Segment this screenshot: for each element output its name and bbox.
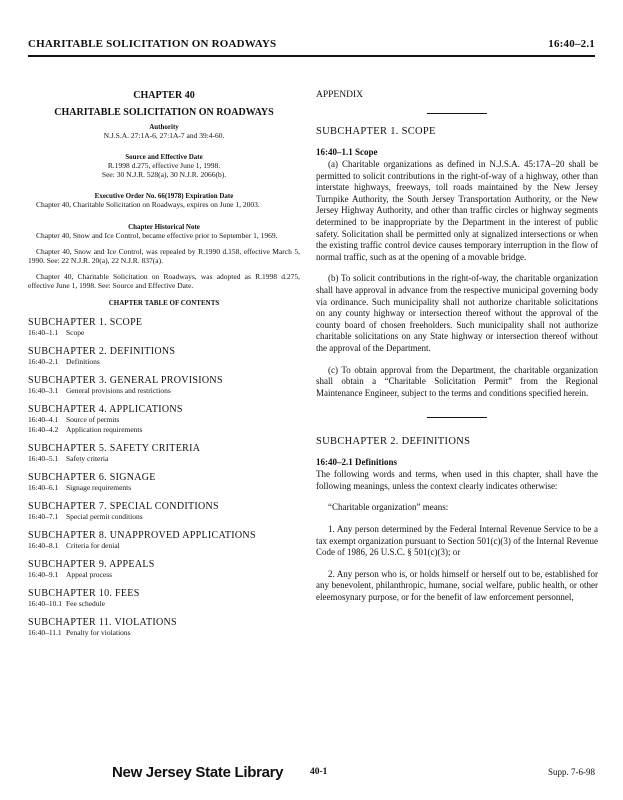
toc-entry-number: 16:40–9.1 bbox=[28, 569, 59, 579]
toc-entry bbox=[28, 483, 300, 493]
toc-subchapter-title: SUBCHAPTER 5. SAFETY CRITERIA bbox=[28, 442, 201, 454]
toc-entry-title: Application requirements bbox=[66, 424, 143, 434]
section-divider bbox=[427, 417, 487, 418]
toc-entry-title: Appeal process bbox=[66, 569, 113, 579]
historical-note-1: Chapter 40, Snow and Ice Control, became effective prior to September 1, 1969. bbox=[36, 231, 278, 240]
toc-subchapter-title: SUBCHAPTER 3. GENERAL PROVISIONS bbox=[28, 374, 223, 386]
source-line-1: R.1998 d.275, effective June 1, 1998. bbox=[107, 160, 221, 170]
chapter-number: CHAPTER 40 bbox=[133, 90, 195, 101]
chapter-title: CHARITABLE SOLICITATION ON ROADWAYS bbox=[54, 107, 274, 118]
toc-entry bbox=[28, 328, 300, 338]
toc-entry-number: 16:40–1.1 bbox=[28, 327, 59, 337]
subchapter-1-title: SUBCHAPTER 1. SCOPE bbox=[316, 126, 436, 137]
toc-entry-title: Criteria for denial bbox=[66, 540, 120, 550]
toc-subchapter-title: SUBCHAPTER 10. FEES bbox=[28, 587, 140, 599]
definition-term: “Charitable organization” means: bbox=[328, 502, 449, 513]
toc-subchapter-title: SUBCHAPTER 4. APPLICATIONS bbox=[28, 403, 183, 415]
definition-item-1: 1. Any person determined by the Federal Internal Revenue Service to be a tax exempt organization pursuant to Section 501(c)(3) of the Internal Revenue Code of 1986, 26 U.S.C. § 501(c)(3); or bbox=[316, 524, 598, 558]
appendix-label: APPENDIX bbox=[316, 90, 363, 100]
toc-entry-title: General provisions and restrictions bbox=[66, 385, 171, 395]
table-of-contents bbox=[28, 317, 300, 638]
running-header bbox=[28, 38, 595, 54]
toc-entry-title: Penalty for violations bbox=[66, 627, 131, 637]
toc-entry-number: 16:40–2.1 bbox=[28, 356, 59, 366]
toc-subchapter-title: SUBCHAPTER 8. UNAPPROVED APPLICATIONS bbox=[28, 529, 256, 541]
toc-subchapter-title: SUBCHAPTER 7. SPECIAL CONDITIONS bbox=[28, 500, 219, 512]
toc-entry-number: 16:40–10.1 bbox=[28, 598, 62, 608]
toc-subchapter-title: SUBCHAPTER 9. APPEALS bbox=[28, 558, 155, 570]
executive-order-text: Chapter 40, Charitable Solicitation on Roadways, expires on June 1, 2003. bbox=[36, 199, 260, 209]
toc-entry bbox=[28, 357, 300, 367]
executive-order-heading: Executive Order No. 66(1978) Expiration Date bbox=[94, 191, 234, 200]
toc-subchapter-title: SUBCHAPTER 1. SCOPE bbox=[28, 316, 143, 328]
toc-entry-title: Special permit conditions bbox=[66, 511, 143, 521]
section-1-1-heading: 16:40–1.1 Scope bbox=[316, 147, 378, 157]
right-column bbox=[316, 90, 598, 604]
source-line-2: See: 30 N.J.R. 528(a), 30 N.J.R. 2066(b). bbox=[101, 170, 227, 179]
paragraph-b: (b) To solicit contributions in the right-of-way, the charitable organization shall have approval in advance from the respective municipal governing body via ordinance. Such municipality shall not authorize charitable solicitations on any county highway or intersection thereof without the approval of the county board of chosen freeholders. Such municipality shall not authorize charitable solicitations on any State highway or intersection thereof without the approval of the Department. bbox=[316, 273, 598, 353]
header-section-number: 16:40–2.1 bbox=[548, 38, 595, 50]
header-rule bbox=[28, 55, 595, 57]
paragraph-a: (a) Charitable organizations as defined in N.J.S.A. 45:17A–20 shall be permitted to solicit contributions in the right-of-way of a highway, other than interstate highways, freeways, toll roads maintained by the New Jersey Turnpike Authority, the South Jersey Transportation Authority, or the New Jersey Highway Authority, and other than traffic circles or highway segments determined to be inappropriate by the Department in the interest of public safety. Solicitation shall be permitted only at signalized intersections or when the existing traffic control device causes temporary interruption in the flow of normal traffic, such as at the opening of a movable bridge. bbox=[316, 159, 598, 262]
toc-entry-number: 16:40–6.1 bbox=[28, 482, 59, 492]
toc-entry bbox=[28, 512, 300, 522]
toc-entry bbox=[28, 628, 300, 638]
toc-entry-title: Source of permits bbox=[66, 414, 120, 424]
historical-note-heading: Chapter Historical Note bbox=[128, 223, 200, 231]
historical-note-2: Chapter 40, Snow and Ice Control, was repealed by R.1990 d.158, effective March 5, 1990. See: 22 N.J.R. 20(a), 22 N.J.R. 837(a). bbox=[28, 246, 300, 265]
toc-entry bbox=[28, 425, 300, 435]
paragraph-c: (c) To obtain approval from the Department, the charitable organization shall obtain a “Charitable Solicitation Permit” from the Regional Maintenance Engineer, subject to the terms and conditions specified herein. bbox=[316, 364, 598, 398]
historical-note-3: Chapter 40, Charitable Solicitation on Roadways, was adopted as R.1998 d.275, effective June 1, 1998. See: Source and Effective Date. bbox=[28, 271, 300, 290]
source-heading: Source and Effective Date bbox=[125, 152, 203, 161]
toc-entry bbox=[28, 454, 300, 464]
toc-entry-title: Definitions bbox=[66, 356, 100, 366]
toc-entry-number: 16:40–7.1 bbox=[28, 511, 59, 521]
subchapter-2-title: SUBCHAPTER 2. DEFINITIONS bbox=[316, 436, 471, 448]
toc-entry-title: Fee schedule bbox=[66, 598, 105, 608]
toc-entry-number: 16:40–4.2 bbox=[28, 424, 59, 434]
definition-item-2: 2. Any person who is, or holds himself or herself out to be, established for any benevolent, philanthropic, humane, social welfare, public health, or other eleemosynary purpose, or for the benefit of law enforcement personnel, bbox=[316, 568, 598, 603]
authority-text: N.J.S.A. 27:1A-6, 27:1A-7 and 39:4-60. bbox=[103, 131, 225, 140]
page-number: 40-1 bbox=[310, 767, 328, 777]
toc-entry bbox=[28, 415, 300, 425]
toc-entry-number: 16:40–11.1 bbox=[28, 627, 62, 637]
toc-subchapter-title: SUBCHAPTER 11. VIOLATIONS bbox=[28, 616, 177, 628]
section-2-1-heading: 16:40–2.1 Definitions bbox=[316, 457, 397, 468]
toc-entry-title: Safety criteria bbox=[66, 453, 109, 463]
toc-heading: CHAPTER TABLE OF CONTENTS bbox=[108, 298, 220, 307]
authority-heading: Authority bbox=[149, 123, 179, 131]
supplement-date: Supp. 7-6-98 bbox=[548, 767, 595, 777]
toc-entry bbox=[28, 599, 300, 609]
toc-subchapter-title: SUBCHAPTER 6. SIGNAGE bbox=[28, 471, 156, 483]
definitions-intro: The following words and terms, when used in this chapter, shall have the following meanings, unless the context clearly indicates otherwise: bbox=[316, 469, 598, 491]
left-column bbox=[28, 90, 300, 638]
toc-entry-title: Signage requirements bbox=[66, 482, 132, 492]
header-title: CHARITABLE SOLICITATION ON ROADWAYS bbox=[28, 38, 277, 50]
toc-entry-number: 16:40–4.1 bbox=[28, 414, 59, 424]
page-footer bbox=[0, 764, 623, 784]
library-stamp: New Jersey State Library bbox=[112, 764, 284, 781]
toc-entry-number: 16:40–3.1 bbox=[28, 385, 59, 395]
toc-entry-title: Scope bbox=[66, 327, 85, 337]
toc-entry bbox=[28, 386, 300, 396]
toc-entry bbox=[28, 541, 300, 551]
section-divider bbox=[427, 113, 487, 114]
toc-subchapter-title: SUBCHAPTER 2. DEFINITIONS bbox=[28, 345, 176, 357]
toc-entry bbox=[28, 570, 300, 580]
toc-entry-number: 16:40–5.1 bbox=[28, 453, 59, 463]
toc-entry-number: 16:40–8.1 bbox=[28, 540, 59, 550]
